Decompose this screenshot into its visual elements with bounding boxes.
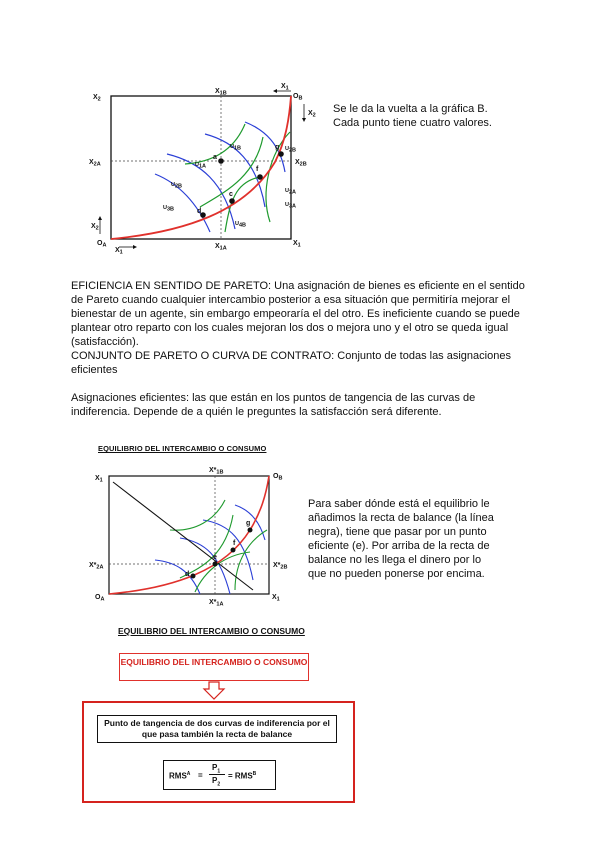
figure2-title: EQUILIBRIO DEL INTERCAMBIO O CONSUMO (98, 444, 267, 453)
pareto-efficiency-paragraph: EFICIENCIA EN SENTIDO DE PARETO: Una asignación de bienes es eficiente en el sentido de Pareto cuando cualquier intercambio posterior a esa situación que permitiría mejorar el bienestar de un agente, sin embargo empeoraría el del otro. Es ineficiente cuando se puede plantear otro reparto con los cuales mejoran los dos o mejora uno y el otro se queda igual (satisfacción). (71, 280, 525, 348)
fig2-indiff-b-3 (170, 500, 225, 530)
figure1-caption (333, 102, 563, 130)
label-x2b: $X_{2B}$ (295, 159, 307, 168)
edgeworth-box-figure-2 (85, 460, 295, 612)
rms-equation-box (163, 760, 276, 790)
fig2-label-ob: $O_B$ (273, 473, 283, 482)
label-x2-left-low: $X_2$ (91, 223, 99, 232)
label-u-4: U2B (171, 182, 183, 190)
point-c-marker (229, 198, 235, 204)
label-x1-bottom-right: $X_1$ (293, 240, 301, 249)
figure2-caption: Para saber dónde está el equilibrio le añadimos la recta de balance (la línea negra), tiene que pasar por un punto eficiente (e). Por arriba de la recta de balance no les llega el dinero por lo que no pueden ponerse por encima. (308, 498, 494, 580)
x1b-arrowhead (273, 89, 277, 93)
label-oa: $O_A$ (97, 240, 107, 249)
rms-a: $RMS^A$ (169, 771, 191, 781)
fig2-label-x2a-star: $X*_{2A}$ (89, 562, 104, 571)
figure1-caption-line2: Cada punto tiene cuatro valores. (333, 117, 492, 129)
budget-line (113, 482, 253, 590)
figure3-title: EQUILIBRIO DEL INTERCAMBIO O CONSUMO (118, 626, 305, 636)
label-point-g: g (275, 144, 280, 151)
fig2-label-point-f: f (233, 540, 236, 547)
pareto-set-paragraph: CONJUNTO DE PARETO O CURVA DE CONTRATO: Conjunto de todas las asignaciones eficientes (71, 350, 511, 376)
fig2-label-oa: $O_A$ (95, 594, 105, 603)
definitions-text (71, 279, 533, 419)
label-u-5: U2A (285, 188, 297, 196)
point-g-marker (278, 151, 284, 157)
price-p2: $P_2$ (212, 776, 221, 788)
fig2-label-point-d: d (185, 571, 190, 578)
label-point-d: d (197, 208, 202, 215)
label-u-3: U2B (285, 146, 297, 154)
equilibrium-red-box: EQUILIBRIO DEL INTERCAMBIO O CONSUMO (119, 653, 309, 681)
label-point-a: a (213, 154, 217, 161)
label-u-8: U4B (235, 221, 247, 229)
price-p1: $P_1$ (212, 763, 221, 775)
fig2-label-x1a-star: $X*_{1A}$ (209, 599, 224, 608)
label-ob: $O_B$ (293, 93, 303, 102)
x1a-arrowhead (133, 245, 137, 249)
fig2-point-f (231, 548, 236, 553)
point-a-marker (218, 158, 224, 164)
fig2-label-point-g: g (246, 520, 251, 527)
x2a-arrowhead (98, 216, 102, 220)
label-x1-top-right: $X_1$ (281, 83, 289, 92)
equals-sign: = (198, 771, 203, 780)
fig2-point-e (213, 562, 218, 567)
indifference-curve-a-1 (155, 174, 210, 232)
tangency-definition-box: Punto de tangencia de dos curvas de indiferencia por el que pasa también la recta de balance (97, 715, 337, 743)
fig2-label-x1-top-left: $X_1$ (95, 475, 103, 484)
label-u-7: U3A (285, 202, 297, 210)
efficient-allocations-paragraph: Asignaciones eficientes: las que están en los puntos de tangencia de las curvas de indiferencia. Depende de a quién le preguntes la satisfacción será diferente. (71, 392, 476, 418)
edgeworth-box-figure-1 (85, 82, 325, 254)
point-f-marker (257, 174, 263, 180)
fraction-bar (209, 774, 225, 775)
label-point-c: c (229, 191, 233, 198)
label-x2a: $X_{2A}$ (89, 159, 101, 168)
fig2-indiff-b-4 (235, 530, 267, 590)
label-point-f: f (256, 166, 259, 173)
label-x1a: $X_{1A}$ (215, 243, 227, 252)
fig2-label-x1-bottom-right: $X_1$ (272, 594, 280, 603)
label-x1-bottom-left: $X_1$ (115, 247, 123, 254)
fig2-label-point-e: e (213, 554, 217, 561)
label-x2-right: $X_2$ (308, 110, 316, 119)
label-u-1: U1B (230, 144, 242, 152)
label-x1b: $X_{1B}$ (215, 88, 227, 97)
label-u-6: U3B (163, 205, 175, 213)
fig2-point-d (191, 574, 196, 579)
x2b-arrowhead (302, 118, 306, 122)
label-u-2: U1A (195, 162, 207, 170)
fig2-point-g (248, 528, 253, 533)
figure1-caption-line1: Se le da la vuelta a la gráfica B. (333, 103, 488, 115)
fig2-label-x2b-star: $X*_{2B}$ (273, 562, 288, 571)
down-arrow-icon (202, 681, 226, 701)
rms-b: = $RMS^B$ (228, 771, 257, 781)
label-x2-top-left: $X_2$ (93, 94, 101, 103)
fig2-label-x1b-star: $X*_{1B}$ (209, 467, 224, 476)
